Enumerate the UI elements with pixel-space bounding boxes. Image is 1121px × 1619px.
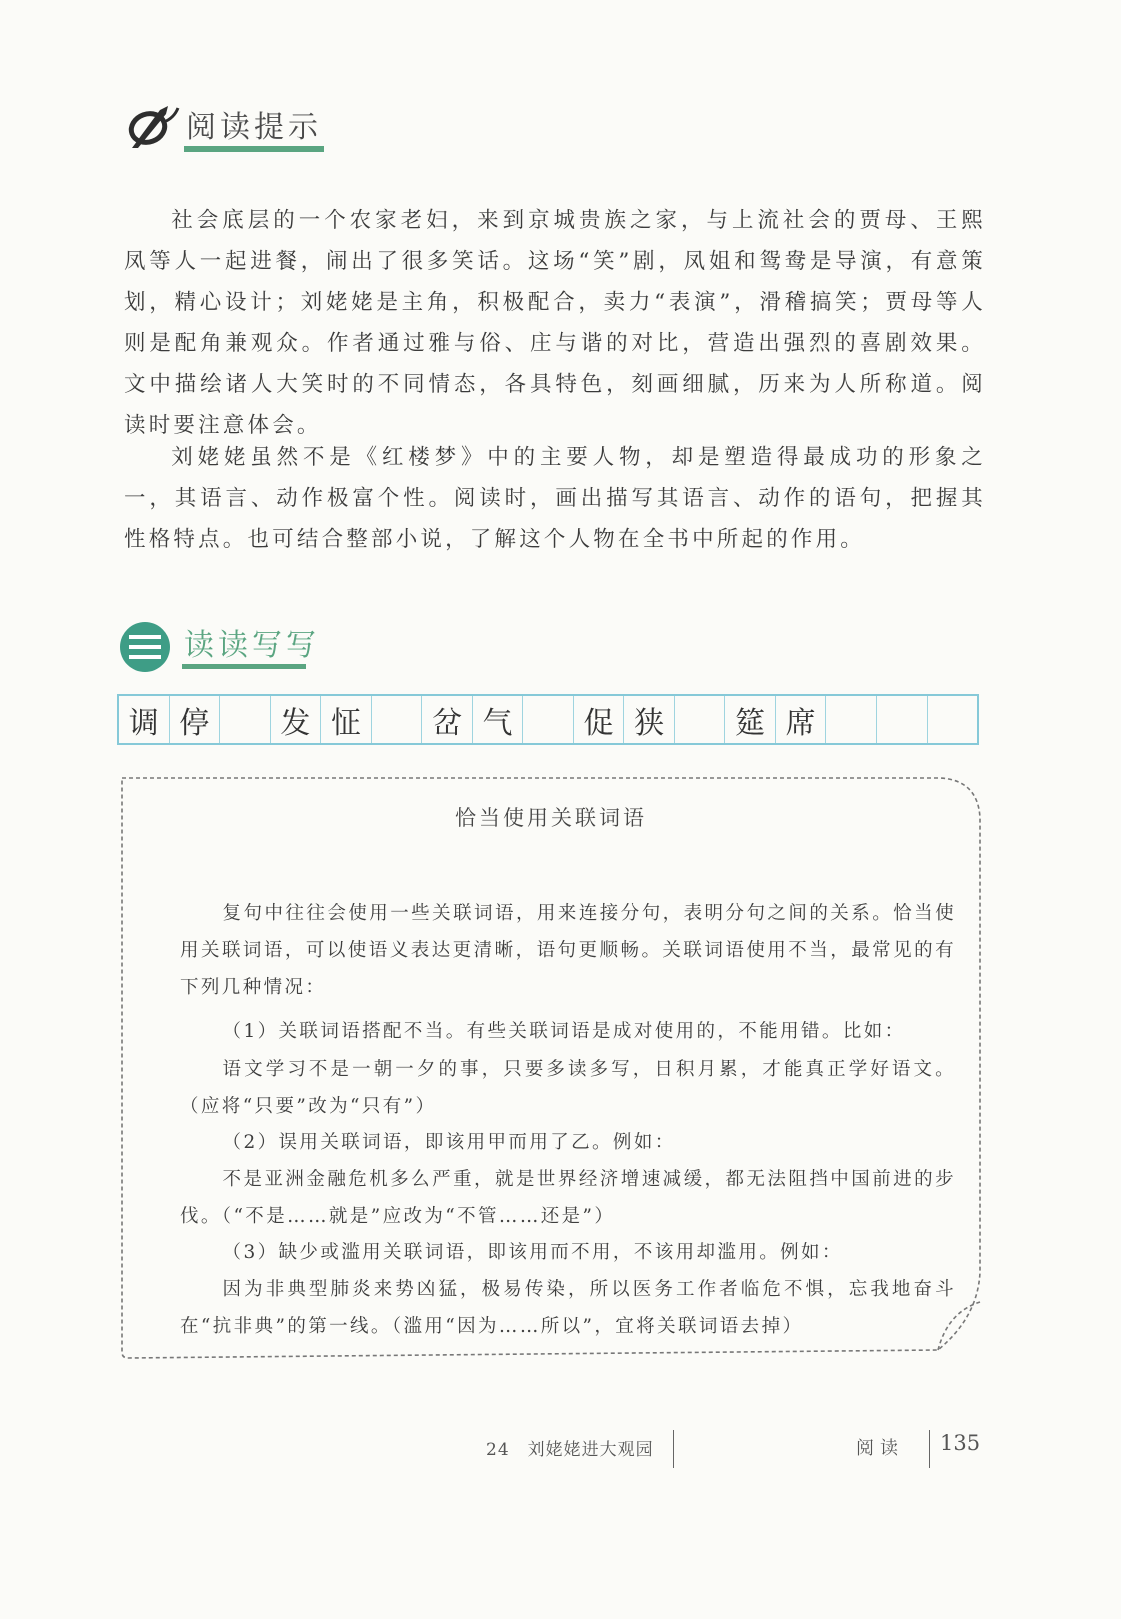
read-write-underline bbox=[182, 664, 306, 669]
pen-nib-icon bbox=[124, 104, 180, 150]
vocabulary-grid bbox=[117, 694, 979, 745]
note-box bbox=[118, 772, 984, 1362]
grid-cell bbox=[675, 696, 726, 743]
reading-tip-paragraph-2: 刘姥姥虽然不是《红楼梦》中的主要人物，却是塑造得最成功的形象之一，其语言、动作极富个性。阅读时，画出描写其语言、动作的语句，把握其性格特点。也可结合整部小说，了解这个人物在全书中所起的作用。 bbox=[124, 444, 986, 552]
reading-tip-header bbox=[118, 96, 338, 156]
reading-tip-title: 阅读提示 bbox=[186, 110, 322, 145]
grid-cell: 席 bbox=[776, 696, 827, 743]
grid-cell bbox=[220, 696, 271, 743]
read-write-header bbox=[118, 616, 378, 676]
grid-cell bbox=[372, 696, 423, 743]
grid-cell bbox=[877, 696, 928, 743]
grid-cell: 促 bbox=[574, 696, 625, 743]
note-item-1: （1）关联词语搭配不当。有些关联词语是成对使用的，不能用错。比如： bbox=[222, 1020, 906, 1042]
footer-section: 阅读 bbox=[856, 1438, 904, 1459]
note-box-title: 恰当使用关联词语 bbox=[455, 806, 647, 830]
page-number: 135 bbox=[940, 1431, 981, 1455]
grid-cell: 停 bbox=[170, 696, 221, 743]
three-lines-icon bbox=[120, 622, 170, 672]
grid-cell bbox=[826, 696, 877, 743]
footer-lesson-title: 24 刘姥姥进大观园 bbox=[486, 1440, 654, 1460]
grid-cell bbox=[928, 696, 978, 743]
note-item-2: （2）误用关联词语，即该用甲而用了乙。例如： bbox=[222, 1131, 676, 1153]
read-write-title: 读读写写 bbox=[184, 628, 320, 663]
note-example-3: 因为非典型肺炎来势凶猛，极易传染，所以医务工作者临危不惧，忘我地奋斗在“抗非典”的第一线。（滥用“因为……所以”，宜将关联词语去掉） bbox=[180, 1278, 956, 1337]
footer-divider bbox=[673, 1430, 674, 1468]
grid-cell: 调 bbox=[119, 696, 170, 743]
grid-cell: 发 bbox=[271, 696, 322, 743]
note-item-3: （3）缺少或滥用关联词语，即该用而不用，不该用却滥用。例如： bbox=[222, 1241, 843, 1263]
grid-cell: 怔 bbox=[321, 696, 372, 743]
grid-cell: 筵 bbox=[725, 696, 776, 743]
footer-divider bbox=[929, 1430, 930, 1468]
reading-tip-underline bbox=[184, 146, 324, 152]
grid-cell: 气 bbox=[473, 696, 524, 743]
note-example-2: 不是亚洲金融危机多么严重，就是世界经济增速减缓，都无法阻挡中国前进的步伐。（“不是……就是”应改为“不管……还是”） bbox=[180, 1168, 956, 1227]
reading-tip-paragraph-1: 社会底层的一个农家老妇，来到京城贵族之家，与上流社会的贾母、王熙凤等人一起进餐，闹出了很多笑话。这场“笑”剧，凤姐和鸳鸯是导演，有意策划，精心设计；刘姥姥是主角，积极配合，卖力“表演”，滑稽搞笑；贾母等人则是配角兼观众。作者通过雅与俗、庄与谐的对比，营造出强烈的喜剧效果。文中描绘诸人大笑时的不同情态，各具特色，刻画细腻，历来为人所称道。阅读时要注意体会。 bbox=[124, 207, 986, 438]
grid-cell: 狭 bbox=[624, 696, 675, 743]
note-example-1: 语文学习不是一朝一夕的事，只要多读多写，日积月累，才能真正学好语文。（应将“只要”改为“只有”） bbox=[180, 1058, 956, 1117]
grid-cell bbox=[523, 696, 574, 743]
grid-cell: 岔 bbox=[422, 696, 473, 743]
note-intro: 复句中往往会使用一些关联词语，用来连接分句，表明分句之间的关系。恰当使用关联词语，可以使语义表达更清晰，语句更顺畅。关联词语使用不当，最常见的有下列几种情况： bbox=[180, 902, 956, 998]
